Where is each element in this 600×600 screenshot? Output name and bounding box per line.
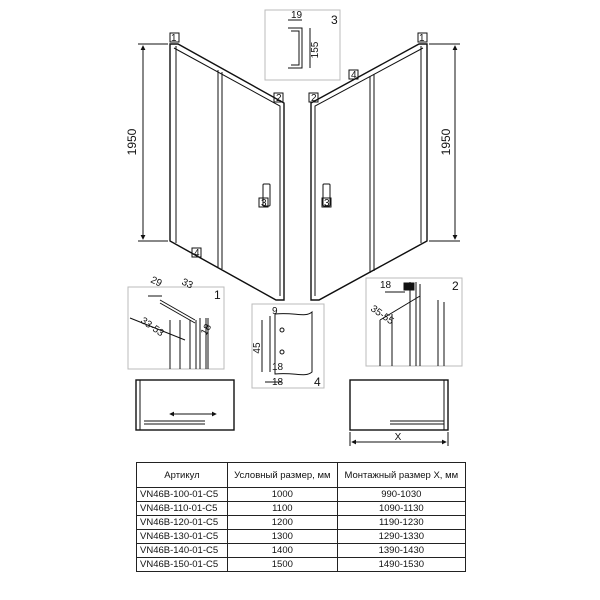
cell-nominal: 1100 xyxy=(228,502,338,516)
cell-article: VN46B-130-01-C5 xyxy=(137,530,228,544)
detail-3-handle xyxy=(265,10,340,80)
table-header-row xyxy=(137,463,466,488)
cell-mounting: 1490-1530 xyxy=(337,558,465,572)
cell-nominal: 1200 xyxy=(228,516,338,530)
left-plan-view xyxy=(136,380,234,430)
detail-1-b: 33 xyxy=(179,276,195,292)
detail-1-range: 33-53 xyxy=(138,315,166,340)
table-row xyxy=(137,544,466,558)
detail-3-number: 3 xyxy=(331,13,338,27)
detail-1-c: 18 xyxy=(199,322,215,338)
cell-article: VN46B-150-01-C5 xyxy=(137,558,228,572)
table-row xyxy=(137,502,466,516)
detail-1-number: 1 xyxy=(214,288,221,302)
detail-2-a: 18 xyxy=(380,280,392,291)
right-callout-3: 3 xyxy=(324,198,330,209)
detail-4-d: 18 xyxy=(272,377,284,388)
cell-article: VN46B-100-01-C5 xyxy=(137,488,228,502)
detail-2-number: 2 xyxy=(452,279,459,293)
specification-table xyxy=(136,462,466,572)
detail-2-profile xyxy=(366,278,462,366)
table-row xyxy=(137,516,466,530)
table-row xyxy=(137,558,466,572)
cell-article: VN46B-120-01-C5 xyxy=(137,516,228,530)
cell-nominal: 1400 xyxy=(228,544,338,558)
header-nominal-size: Условный размер, мм xyxy=(228,463,338,488)
header-mounting-size: Монтажный размер X, мм xyxy=(337,463,465,488)
right-callout-4: 4 xyxy=(351,70,357,81)
detail-4-number: 4 xyxy=(314,375,321,389)
cell-nominal: 1300 xyxy=(228,530,338,544)
detail-1-a: 29 xyxy=(148,274,164,290)
right-callout-2: 2 xyxy=(311,93,317,104)
left-callout-3: 3 xyxy=(261,198,267,209)
cell-mounting: 1290-1330 xyxy=(337,530,465,544)
cell-mounting: 990-1030 xyxy=(337,488,465,502)
left-shower-door-view xyxy=(138,33,284,300)
cell-nominal: 1000 xyxy=(228,488,338,502)
table-row xyxy=(137,488,466,502)
table-row xyxy=(137,530,466,544)
left-height-dim: 1950 xyxy=(125,128,139,156)
left-callout-1: 1 xyxy=(171,33,177,44)
detail-4-c: 18 xyxy=(272,362,284,373)
detail-3-width: 19 xyxy=(291,10,303,21)
cell-article: VN46B-140-01-C5 xyxy=(137,544,228,558)
left-callout-4: 4 xyxy=(194,248,200,259)
left-callout-2: 2 xyxy=(276,93,282,104)
detail-4-b: 45 xyxy=(252,342,263,354)
cell-nominal: 1500 xyxy=(228,558,338,572)
cell-mounting: 1190-1230 xyxy=(337,516,465,530)
right-shower-door-view xyxy=(309,33,460,300)
detail-4-a: 9 xyxy=(272,306,278,317)
header-article: Артикул xyxy=(137,463,228,488)
right-callout-1: 1 xyxy=(419,33,425,44)
right-height-dim: 1950 xyxy=(439,128,453,156)
cell-mounting: 1390-1430 xyxy=(337,544,465,558)
detail-3-height: 155 xyxy=(310,41,321,59)
cell-article: VN46B-110-01-C5 xyxy=(137,502,228,516)
cell-mounting: 1090-1130 xyxy=(337,502,465,516)
detail-2-range: 35-55 xyxy=(368,303,396,328)
plan-x-dim: X xyxy=(394,432,402,443)
